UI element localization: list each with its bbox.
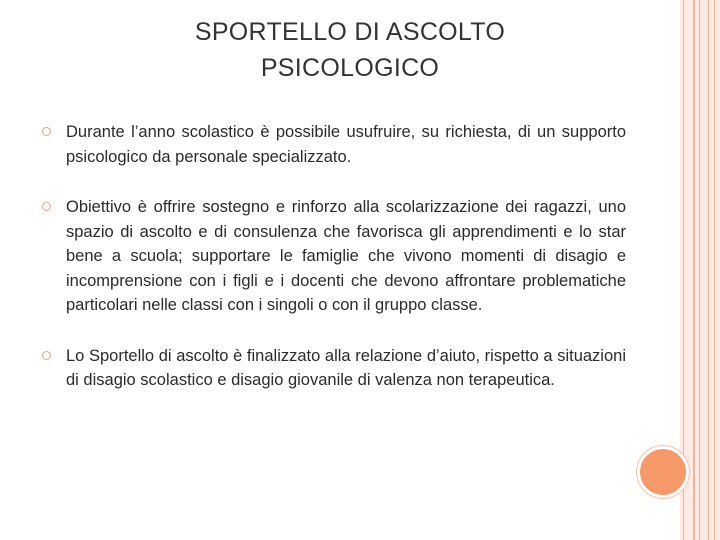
bullet-text: Lo Sportello di ascolto è finalizzato alla relazione d’aiuto, rispetto a situazioni di disagio scolastico e disagio giovanile di valenza non terapeutica.: [66, 346, 626, 389]
hollow-circle-bullet-icon: [42, 127, 51, 136]
bullet-item: [40, 120, 626, 169]
bullet-text: Obiettivo è offrire sostegno e rinforzo alla scolarizzazione dei ragazzi, uno spazio di ascolto e di consulenza che favorisca gli apprendimenti e lo star bene a scuola; supportare le famiglie che vivono momenti di disagio e incomprensione con i figli e i docenti che devono affrontare problematiche particolari nelle classi con i singoli o con il gruppo classe.: [66, 198, 626, 314]
hollow-circle-bullet-icon: [42, 202, 51, 211]
bullet-item: [40, 195, 626, 318]
slide-title: [60, 14, 640, 86]
hollow-circle-bullet-icon: [42, 351, 51, 360]
decorative-line: [699, 0, 700, 540]
decorative-line: [714, 0, 715, 540]
slide-title-line-2: PSICOLOGICO: [260, 54, 440, 82]
bullet-text: Durante l’anno scolastico è possibile usufruire, su richiesta, di un supporto psicologico da personale specializzato.: [66, 123, 626, 166]
bullet-item: [40, 344, 626, 393]
decorative-line: [693, 0, 695, 540]
orange-circle-decoration: [640, 449, 686, 495]
decorative-line: [683, 0, 684, 540]
slide-title-line-1: SPORTELLO DI ASCOLTO: [194, 18, 506, 46]
bullet-list: [40, 120, 626, 419]
decorative-line: [708, 0, 709, 540]
